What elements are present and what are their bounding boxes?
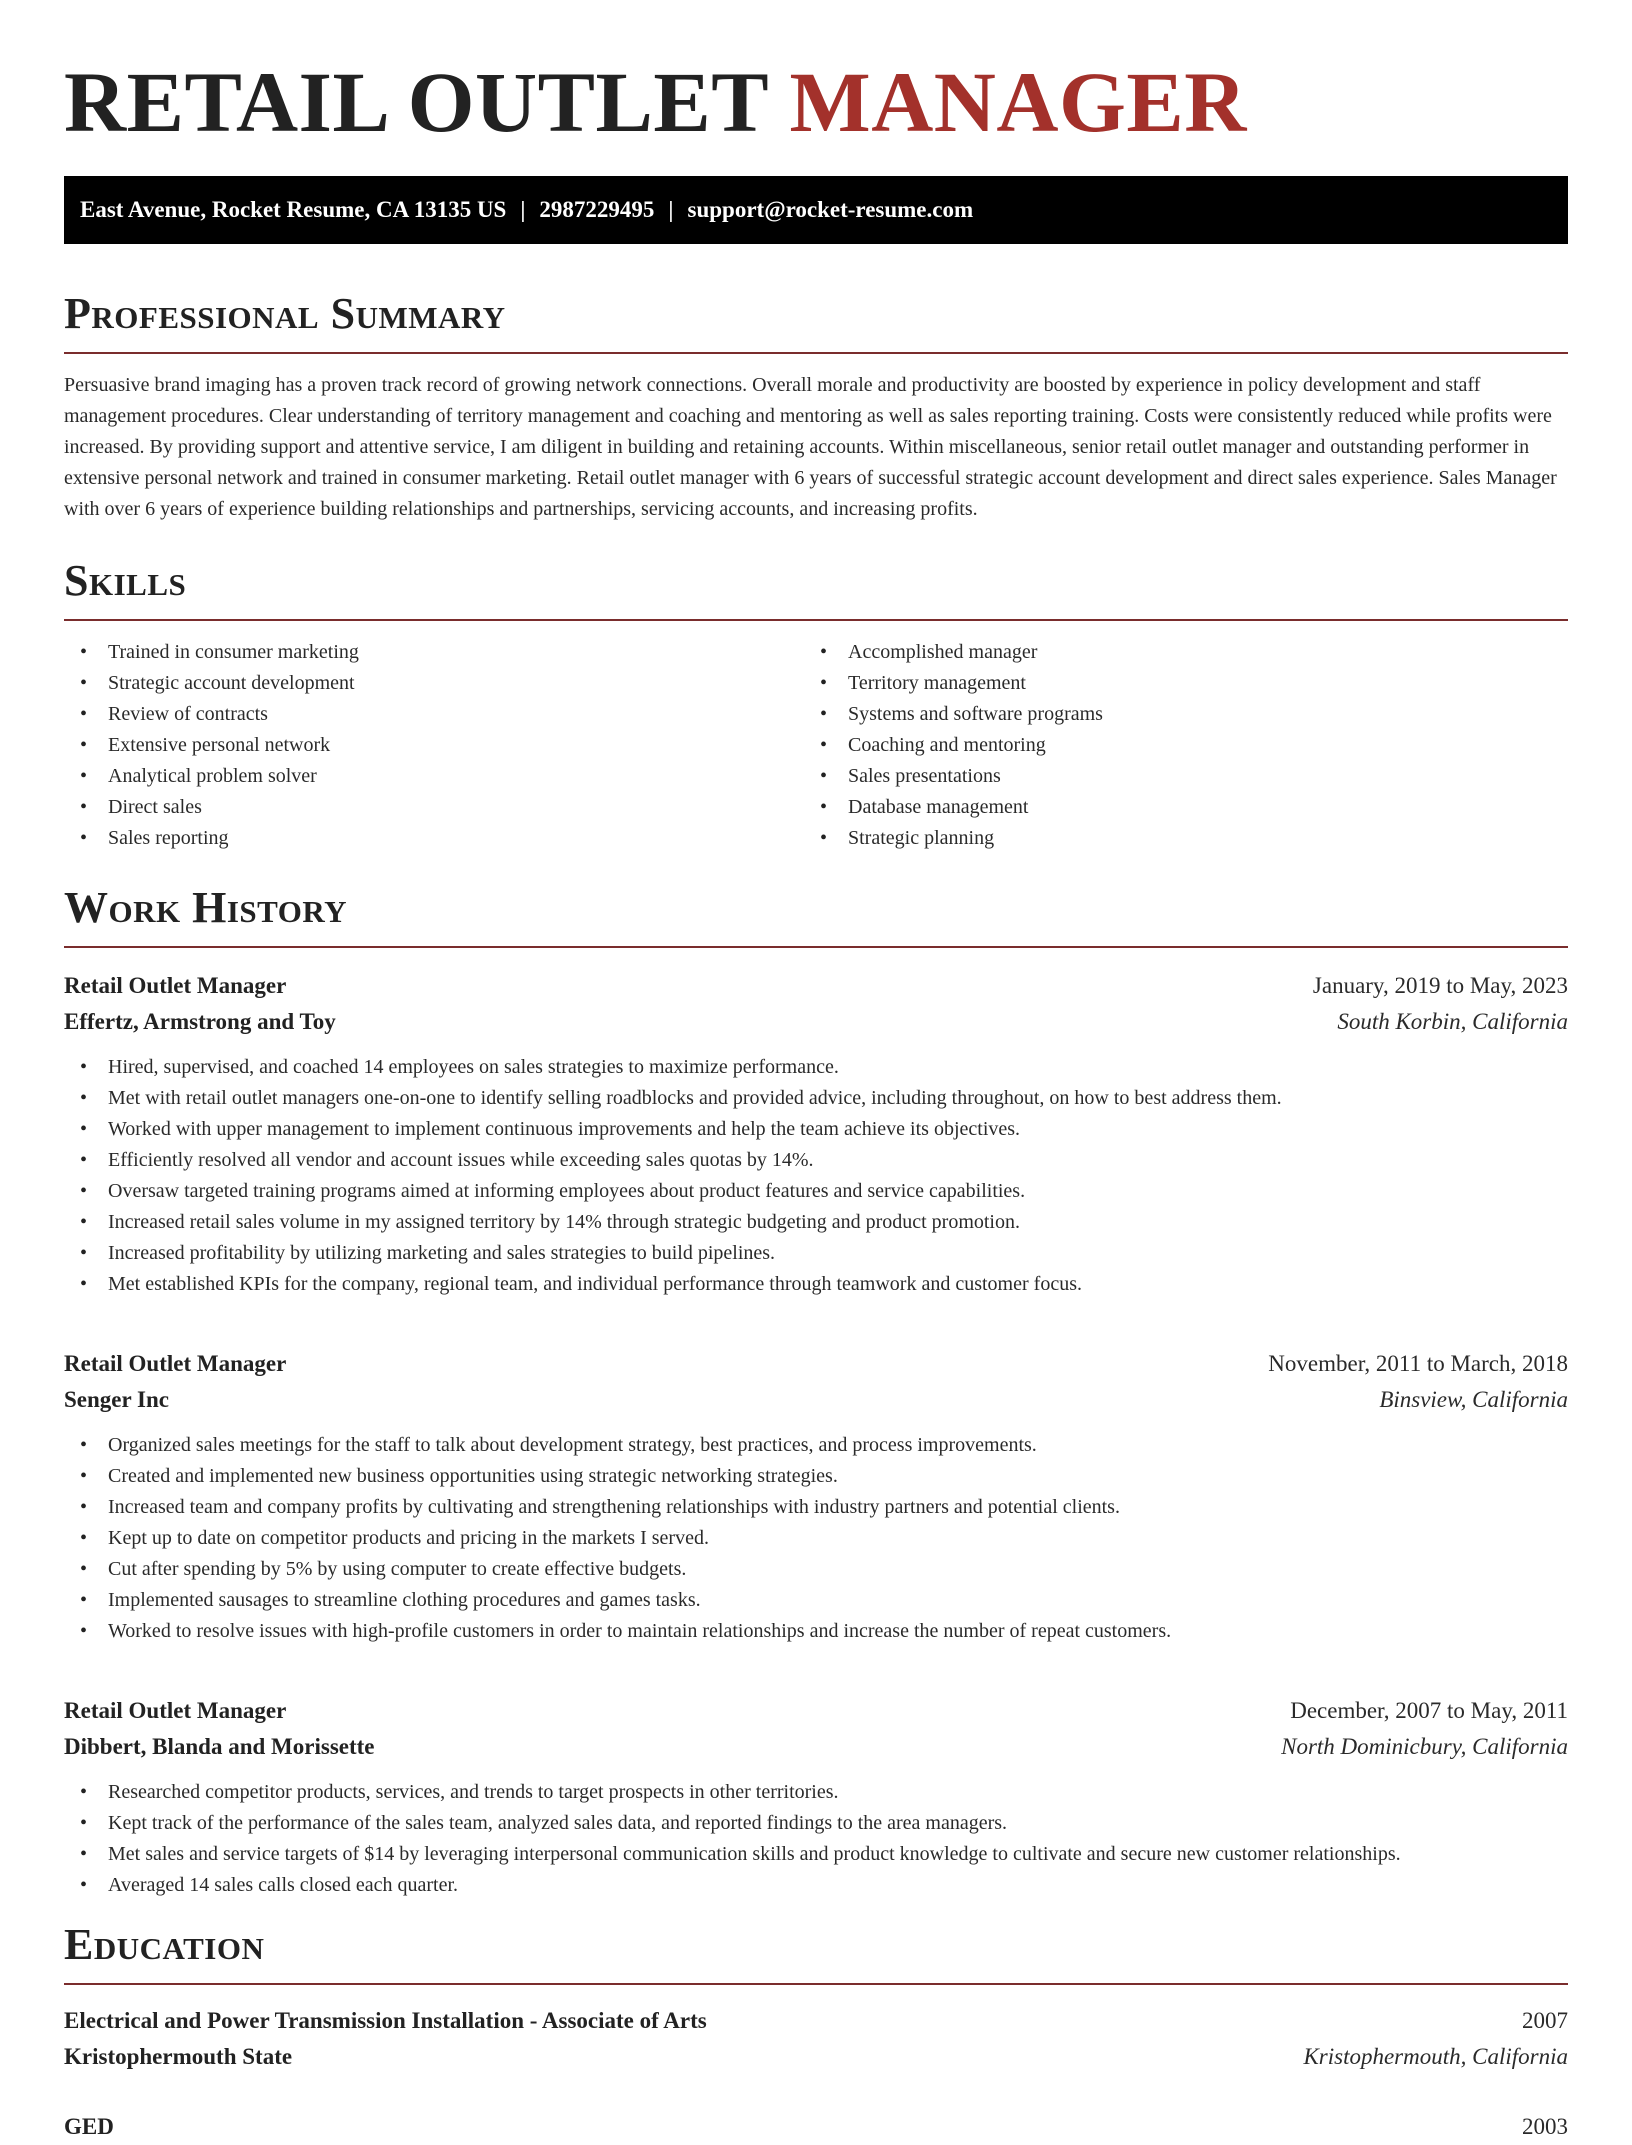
- job-header-row: [64, 1693, 1568, 1729]
- skills-section: [64, 555, 1568, 854]
- skill-item: • Review of contracts: [64, 699, 804, 730]
- education-school-row: [64, 2039, 1568, 2075]
- job-company: Dibbert, Blanda and Morissette: [64, 1734, 375, 1759]
- resume-title: [64, 0, 1568, 152]
- job-bullet: • Worked with upper management to implement continuous improvements and help the team achieve its objectives.: [64, 1114, 1568, 1145]
- job-company: Effertz, Armstrong and Toy: [64, 1009, 336, 1034]
- title-accent: MANAGER: [789, 54, 1247, 150]
- skills-grid: [64, 637, 1568, 854]
- skill-item: • Analytical problem solver: [64, 761, 804, 792]
- education-year: 2003: [1522, 2114, 1568, 2139]
- job-header-row: [64, 1346, 1568, 1382]
- job-location: Binsview, California: [1379, 1387, 1568, 1412]
- job-bullet: • Worked to resolve issues with high-profile customers in order to maintain relationships and increase the number of repeat customers.: [64, 1616, 1568, 1647]
- job-header-row: [64, 968, 1568, 1004]
- education-entry: [64, 2109, 1568, 2145]
- job-entry: [64, 968, 1568, 1300]
- work-history-heading: Work History: [64, 883, 348, 932]
- education-degree: GED: [64, 2114, 114, 2139]
- education-degree: Electrical and Power Transmission Installation - Associate of Arts: [64, 2008, 707, 2033]
- skill-item: • Territory management: [804, 668, 1544, 699]
- job-company-row: [64, 1004, 1568, 1040]
- job-bullet: • Averaged 14 sales calls closed each quarter.: [64, 1870, 1568, 1901]
- skill-item: • Sales presentations: [804, 761, 1544, 792]
- skill-item: • Coaching and mentoring: [804, 730, 1544, 761]
- job-location: South Korbin, California: [1337, 1009, 1568, 1034]
- job-bullet: • Increased team and company profits by cultivating and strengthening relationships with industry partners and potential clients.: [64, 1492, 1568, 1523]
- job-title: Retail Outlet Manager: [64, 1698, 287, 1723]
- job-bullet: • Met sales and service targets of $14 by leveraging interpersonal communication skills and product knowledge to cultivate and secure new customer relationships.: [64, 1839, 1568, 1870]
- job-bullets: [64, 1777, 1568, 1901]
- job-bullet: • Researched competitor products, services, and trends to target prospects in other territories.: [64, 1777, 1568, 1808]
- education-heading: Education: [64, 1920, 265, 1969]
- job-company-row: [64, 1382, 1568, 1418]
- job-title: Retail Outlet Manager: [64, 1351, 287, 1376]
- summary-heading: Professional Summary: [64, 289, 506, 338]
- skill-item: • Direct sales: [64, 792, 804, 823]
- job-bullet: • Oversaw targeted training programs aimed at informing employees about product features and service capabilities.: [64, 1176, 1568, 1207]
- job-dates: January, 2019 to May, 2023: [1312, 973, 1568, 998]
- job-bullet: • Met with retail outlet managers one-on-one to identify selling roadblocks and provided advice, including throughout, on how to best address them.: [64, 1083, 1568, 1114]
- job-bullet: • Increased profitability by utilizing marketing and sales strategies to build pipelines.: [64, 1238, 1568, 1269]
- job-location: North Dominicbury, California: [1281, 1734, 1568, 1759]
- job-title: Retail Outlet Manager: [64, 973, 287, 998]
- resume-page: [64, 0, 1568, 2145]
- section-divider: [64, 619, 1568, 621]
- education-location: Kristophermouth, California: [1303, 2044, 1568, 2069]
- job-bullet: • Implemented sausages to streamline clothing procedures and games tasks.: [64, 1585, 1568, 1616]
- title-main: RETAIL OUTLET: [64, 54, 768, 150]
- job-bullet: • Kept track of the performance of the sales team, analyzed sales data, and reported findings to the area managers.: [64, 1808, 1568, 1839]
- job-bullet: • Organized sales meetings for the staff to talk about development strategy, best practices, and process improvements.: [64, 1430, 1568, 1461]
- skill-item: • Systems and software programs: [804, 699, 1544, 730]
- education-entry: [64, 2003, 1568, 2075]
- contact-phone: 2987229495: [539, 197, 655, 222]
- job-bullets: [64, 1052, 1568, 1300]
- education-header-row: [64, 2003, 1568, 2039]
- skill-item: • Extensive personal network: [64, 730, 804, 761]
- skill-item: • Strategic planning: [804, 823, 1544, 854]
- job-entry: [64, 1693, 1568, 1901]
- education-year: 2007: [1522, 2008, 1568, 2033]
- skill-item: • Database management: [804, 792, 1544, 823]
- skills-list-right: [804, 637, 1544, 854]
- work-history-section: [64, 882, 1568, 1901]
- job-company-row: [64, 1729, 1568, 1765]
- education-header-row: [64, 2109, 1568, 2145]
- contact-email: support@rocket-resume.com: [687, 197, 974, 222]
- section-divider: [64, 352, 1568, 354]
- skills-heading: Skills: [64, 556, 187, 605]
- skill-item: • Sales reporting: [64, 823, 804, 854]
- contact-separator: |: [668, 197, 674, 222]
- job-bullet: • Efficiently resolved all vendor and account issues while exceeding sales quotas by 14%.: [64, 1145, 1568, 1176]
- skill-item: • Accomplished manager: [804, 637, 1544, 668]
- job-bullets: [64, 1430, 1568, 1647]
- section-divider: [64, 1983, 1568, 1985]
- contact-bar: [64, 176, 1568, 244]
- job-company: Senger Inc: [64, 1387, 169, 1412]
- section-divider: [64, 946, 1568, 948]
- job-dates: November, 2011 to March, 2018: [1268, 1351, 1568, 1376]
- contact-address: East Avenue, Rocket Resume, CA 13135 US: [80, 197, 507, 222]
- skills-list-left: [64, 637, 804, 854]
- job-bullet: • Hired, supervised, and coached 14 employees on sales strategies to maximize performance.: [64, 1052, 1568, 1083]
- job-bullet: • Cut after spending by 5% by using computer to create effective budgets.: [64, 1554, 1568, 1585]
- skill-item: • Strategic account development: [64, 668, 804, 699]
- education-section: [64, 1919, 1568, 2145]
- job-bullet: • Kept up to date on competitor products and pricing in the markets I served.: [64, 1523, 1568, 1554]
- job-bullet: • Created and implemented new business opportunities using strategic networking strategies.: [64, 1461, 1568, 1492]
- job-bullet: • Increased retail sales volume in my assigned territory by 14% through strategic budgeting and product promotion.: [64, 1207, 1568, 1238]
- skill-item: • Trained in consumer marketing: [64, 637, 804, 668]
- job-bullet: • Met established KPIs for the company, regional team, and individual performance through teamwork and customer focus.: [64, 1269, 1568, 1300]
- education-school: Kristophermouth State: [64, 2044, 293, 2069]
- summary-section: [64, 288, 1568, 525]
- job-dates: December, 2007 to May, 2011: [1290, 1698, 1568, 1723]
- job-entry: [64, 1346, 1568, 1647]
- summary-text: Persuasive brand imaging has a proven track record of growing network connections. Overall morale and productivity are boosted by experience in policy development and staff management procedures. Clear understanding of territory management and coaching and mentoring as well as sales reporting training. Costs were consistently reduced while profits were increased. By providing support and attentive service, I am diligent in building and retaining accounts. Within miscellaneous, senior retail outlet manager and outstanding performer in extensive personal network and trained in consumer marketing. Retail outlet manager with 6 years of successful strategic account development and direct sales experience. Sales Manager with over 6 years of experience building relationships and partnerships, servicing accounts, and increasing profits.: [64, 374, 1557, 520]
- contact-separator: |: [520, 197, 526, 222]
